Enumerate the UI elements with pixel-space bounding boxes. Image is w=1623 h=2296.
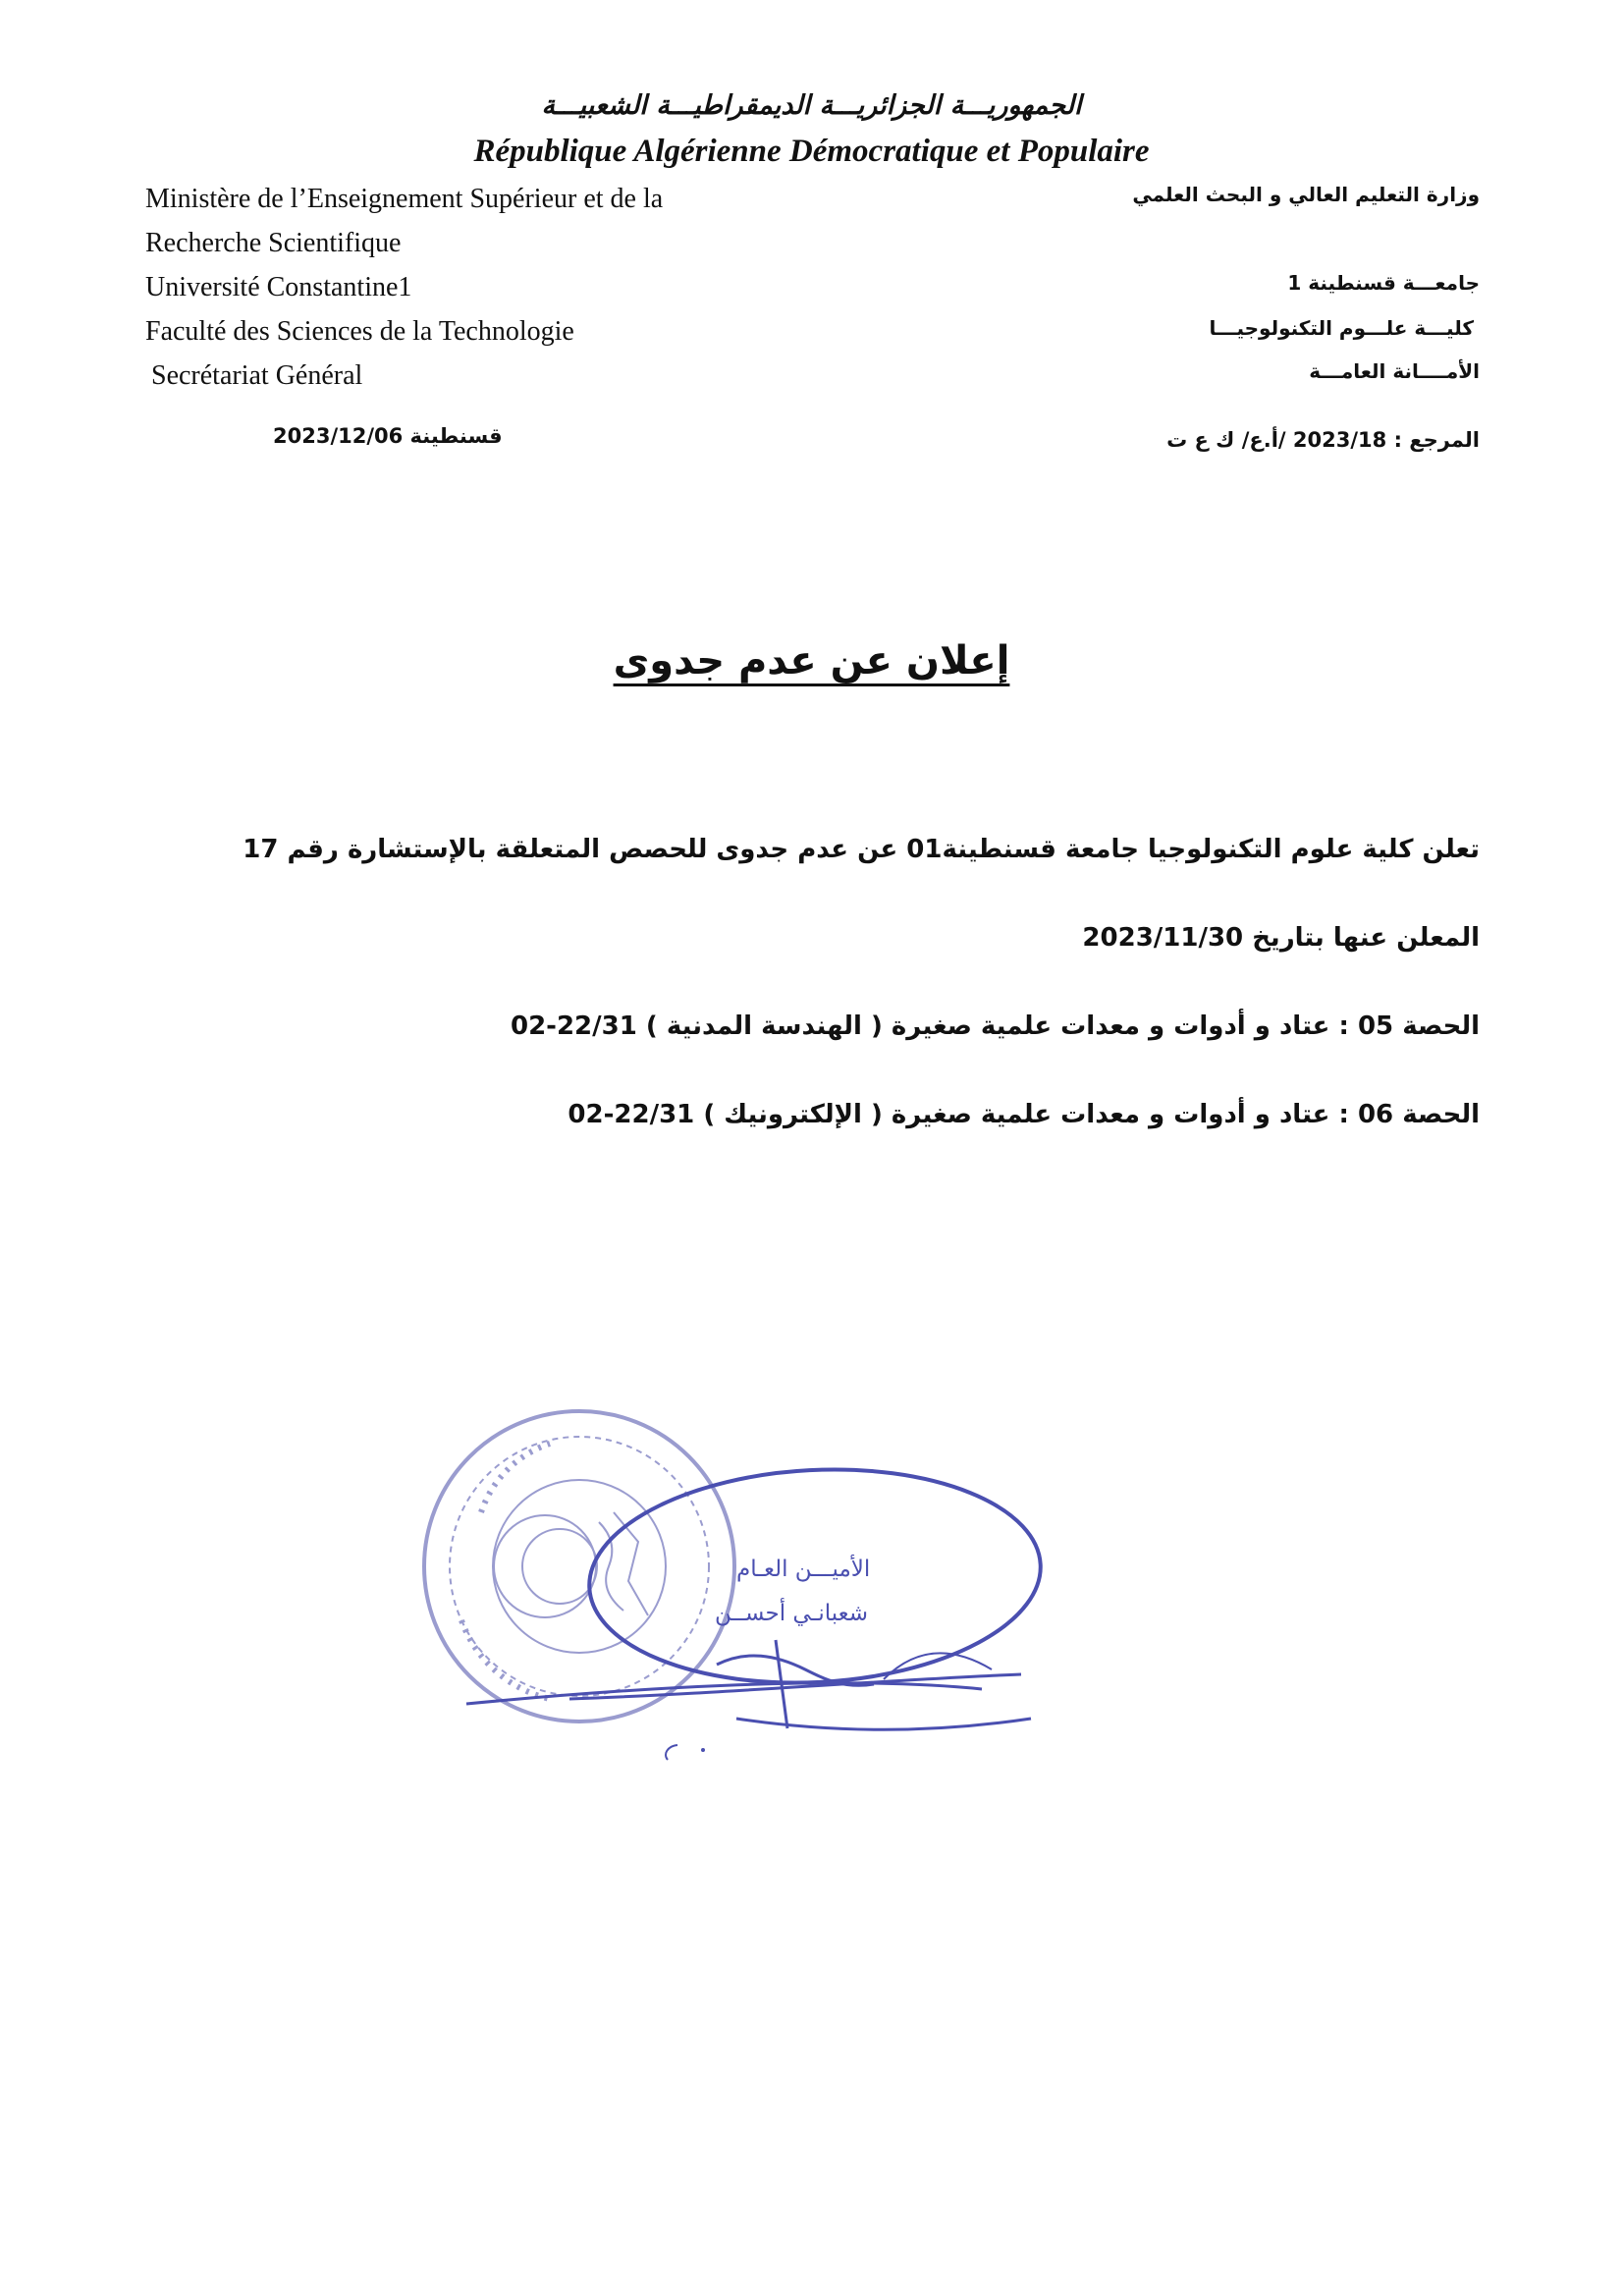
signatory-title: الأميـــن العـام (736, 1557, 871, 1582)
signatory-name: شعبانـي أحســن (715, 1601, 869, 1626)
stamp-and-signature (422, 1394, 1090, 1777)
lot-05-line: الحصة 05 : عتاد و أدوات و معدات علمية صغيرة ( الهندسة المدنية ) 22/31-02 (510, 1011, 1480, 1041)
reference-number: المرجع : 2023/18 /أ.ع/ ك ع ت (1166, 428, 1480, 452)
university-line-fr: Université Constantine1 (145, 272, 412, 302)
faculty-line-ar: كليـــة علـــوم التكنولوجيـــا (1209, 316, 1474, 340)
announcement-title-text: إعلان عن عدم جدوى (613, 638, 1010, 683)
announcement-line-2: المعلن عنها بتاريخ 2023/11/30 (1082, 923, 1480, 953)
institution-block-french (145, 177, 911, 398)
announcement-title (0, 638, 1623, 683)
announcement-line-1: تعلن كلية علوم التكنولوجيا جامعة قسنطينة01 عن عدم جدوى للحصص المتعلقة بالإستشارة رقم 17 (243, 835, 1480, 864)
secretariat-line-fr: Secrétariat Général (151, 360, 363, 391)
republic-title-arabic: الجمهوريـــة الجزائريـــة الديمقراطيـــة الشعبيـــة (541, 90, 1082, 121)
ministry-line-fr: Ministère de l’Enseignement Supérieur et de la (145, 184, 664, 214)
faculty-line-fr: Faculté des Sciences de la Technologie (145, 316, 574, 347)
official-stamp-graphic (422, 1394, 1090, 1777)
lot-06-line: الحصة 06 : عتاد و أدوات و معدات علمية صغيرة ( الإلكترونيك ) 22/31-02 (568, 1100, 1480, 1129)
place-and-date: قسنطينة 2023/12/06 (273, 424, 503, 448)
ministry-line-ar: وزارة التعليم العالي و البحث العلمي (1132, 183, 1480, 206)
university-line-ar: جامعـــة قسنطينة 1 (1287, 271, 1480, 295)
republic-title-french: République Algérienne Démocratique et Populaire (473, 134, 1150, 169)
secretariat-line-ar: الأمــــانة العامـــة (1309, 359, 1480, 383)
research-line-fr: Recherche Scientifique (145, 228, 402, 258)
